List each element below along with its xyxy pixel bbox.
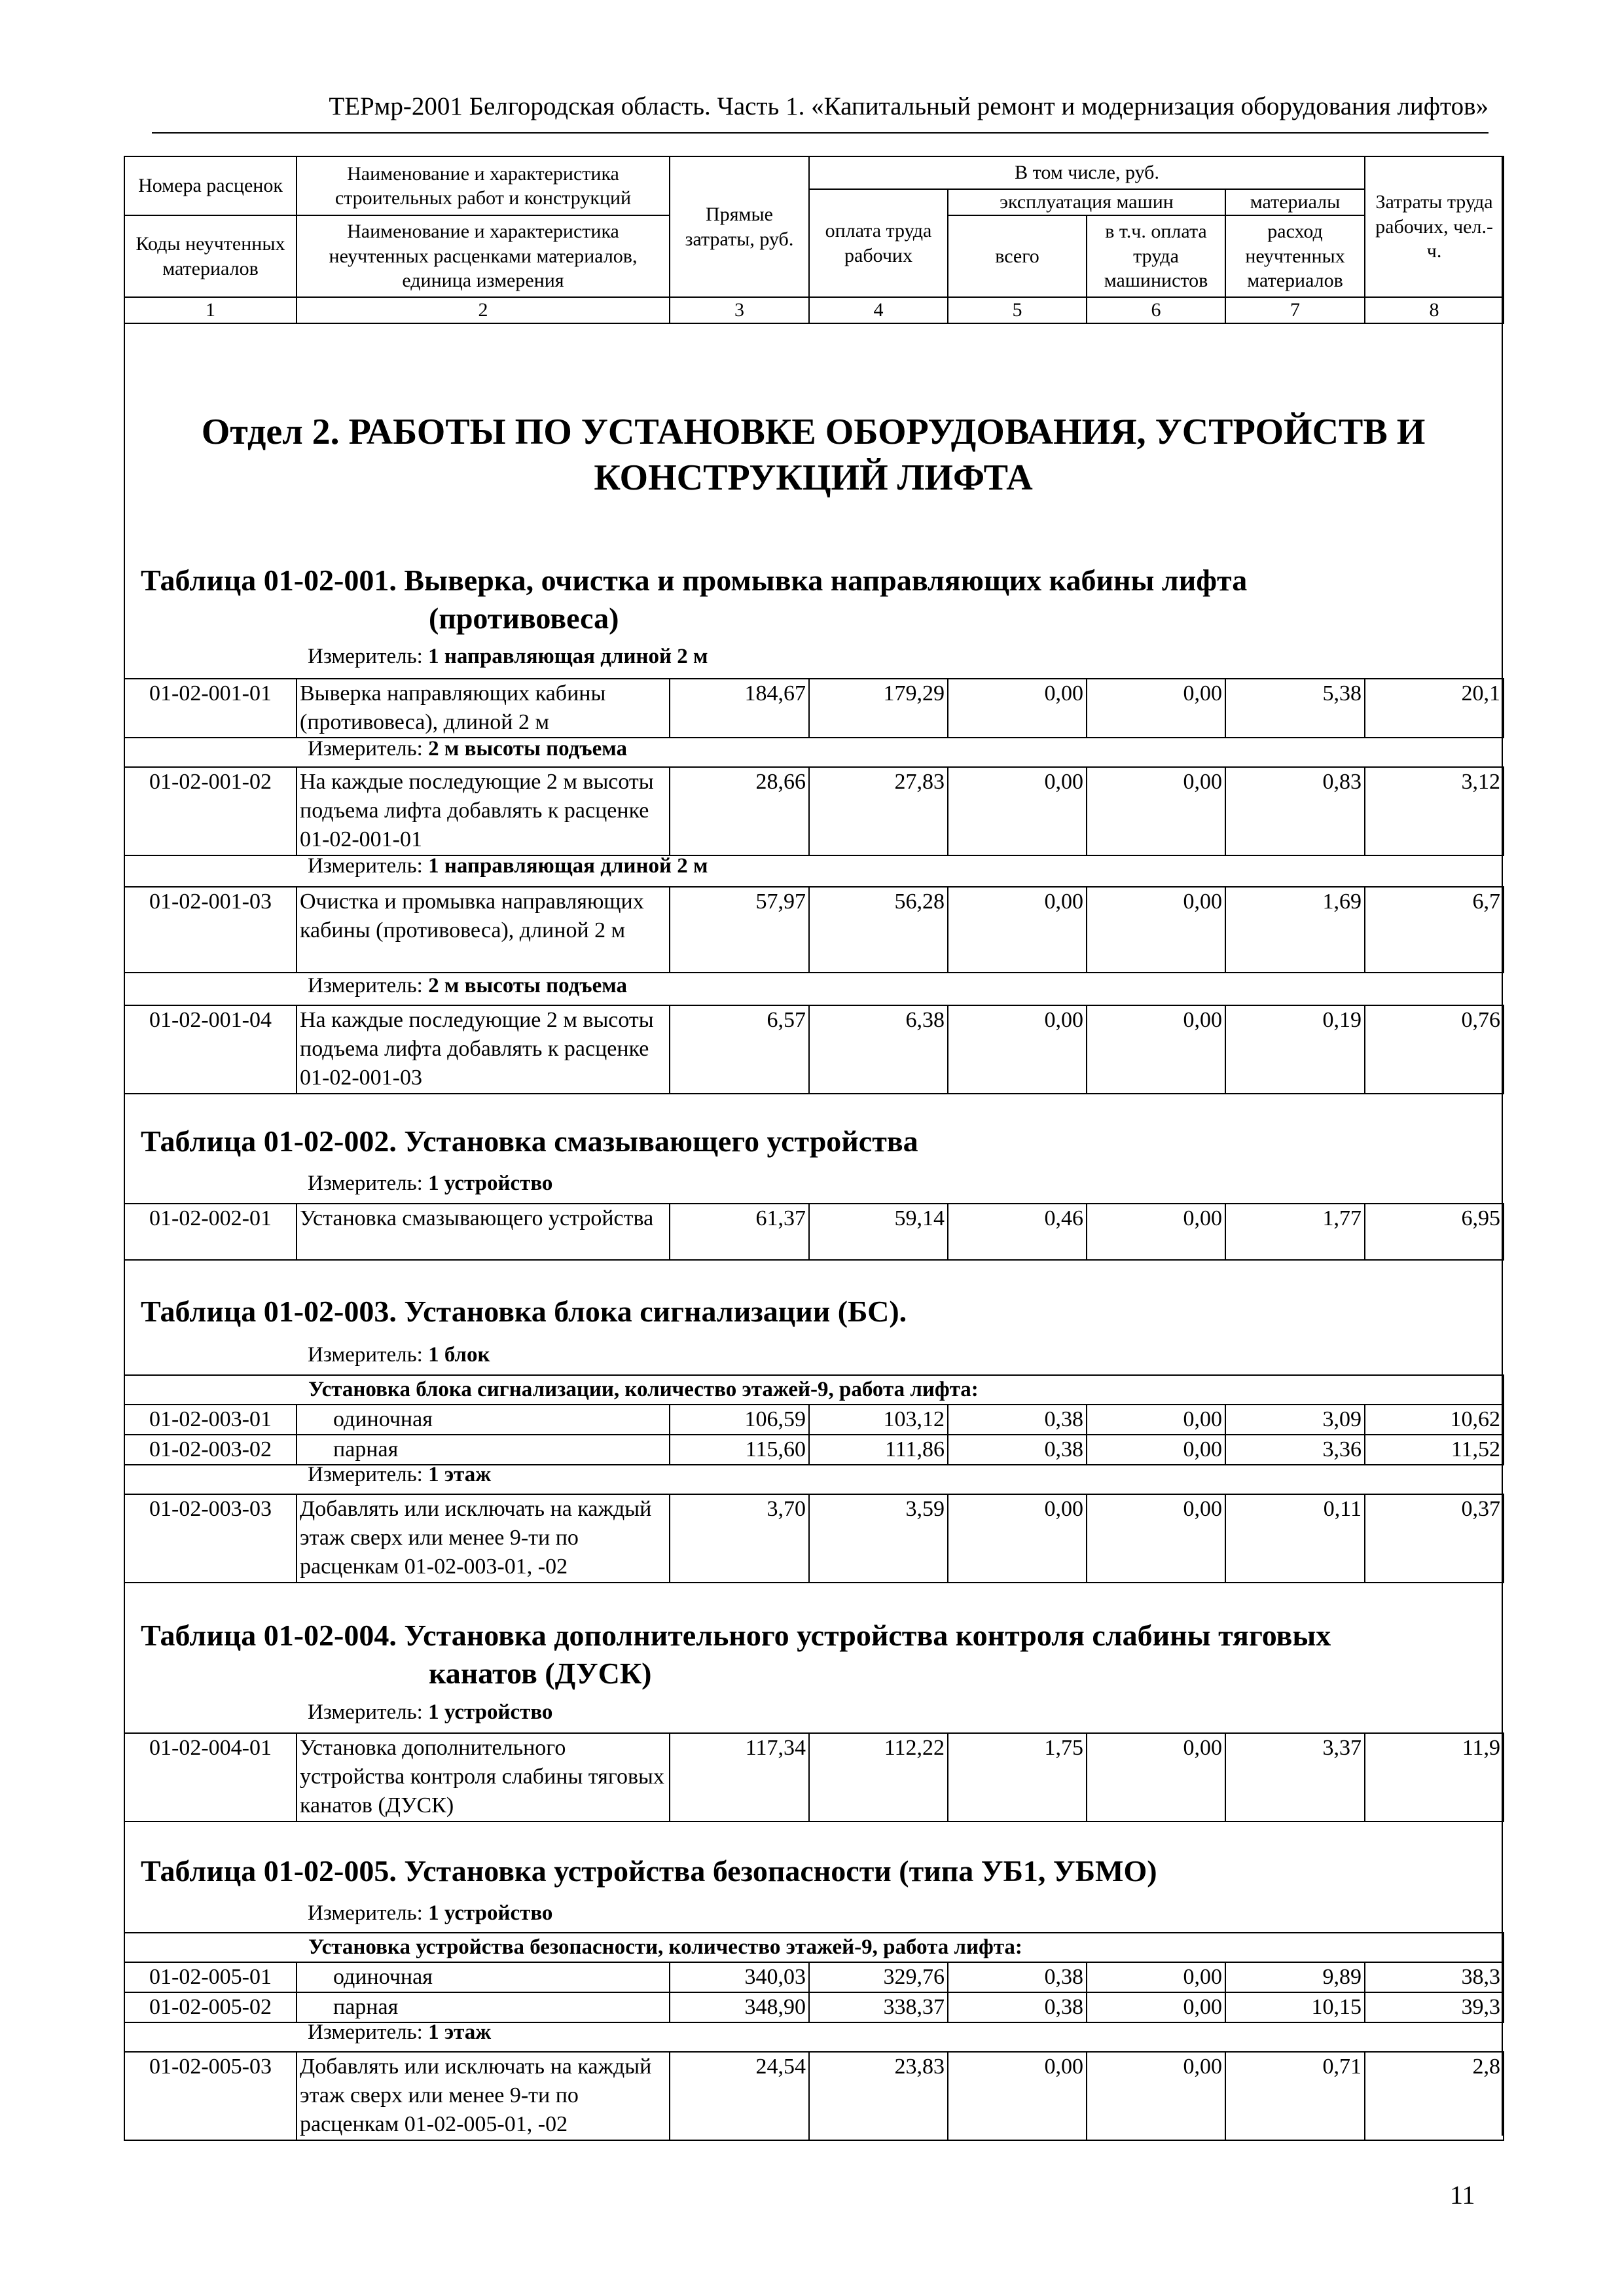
table-title-2	[141, 1122, 1483, 1160]
data-table	[124, 1203, 1504, 1261]
work-name: одиночная	[297, 1962, 670, 1992]
col8-header: Затраты труда рабочих, чел.-ч.	[1365, 156, 1504, 297]
col-number-6: 6	[1087, 297, 1225, 323]
measurer-value: 2 м высоты подъема	[428, 737, 628, 761]
labor-hours: 11,9	[1365, 1733, 1504, 1821]
measurer-label: Измеритель:	[308, 645, 423, 668]
machines-total: 0,00	[948, 1005, 1087, 1094]
labor-pay: 3,59	[809, 1494, 948, 1583]
table-row	[124, 1962, 1504, 1992]
measurer-value: 1 направляющая длиной 2 м	[428, 645, 708, 668]
data-table	[124, 1494, 1504, 1583]
materials: 1,69	[1225, 887, 1365, 973]
machinists-pay: 0,00	[1087, 1005, 1225, 1094]
labor-hours: 20,1	[1365, 679, 1504, 738]
direct-costs: 117,34	[670, 1733, 809, 1821]
labor-pay: 111,86	[809, 1435, 948, 1465]
machinists-pay: 0,00	[1087, 1494, 1225, 1583]
col1-top-header: Номера расценок	[124, 156, 297, 215]
group-row	[124, 1375, 1504, 1405]
labor-hours: 38,3	[1365, 1962, 1504, 1992]
machines-total: 0,00	[948, 679, 1087, 738]
materials: 3,36	[1225, 1435, 1365, 1465]
rate-code: 01-02-005-01	[124, 1962, 297, 1992]
labor-hours: 3,12	[1365, 767, 1504, 855]
col2-top-header: Наименование и характеристика строительных работ и конструкций	[297, 156, 670, 215]
materials: 10,15	[1225, 1992, 1365, 2022]
direct-costs: 348,90	[670, 1992, 809, 2022]
machinists-pay: 0,00	[1087, 2052, 1225, 2140]
machines-total: 0,38	[948, 1962, 1087, 1992]
rate-code: 01-02-002-01	[124, 1204, 297, 1260]
measurer	[308, 974, 627, 998]
column-header-table	[124, 156, 1504, 324]
col-number-5: 5	[948, 297, 1087, 323]
table-title-1-line2: (противовеса)	[429, 601, 619, 635]
direct-costs: 6,57	[670, 1005, 809, 1094]
labor-pay: 27,83	[809, 767, 948, 855]
materials: 0,19	[1225, 1005, 1365, 1094]
measurer	[308, 1700, 552, 1725]
measurer	[308, 1463, 491, 1487]
machinists-pay: 0,00	[1087, 1204, 1225, 1260]
measurer-label: Измеритель:	[308, 1700, 423, 1724]
running-header: ТЕРмр-2001 Белгородская область. Часть 1. «Капитальный ремонт и модернизация оборудования лифтов»	[152, 92, 1489, 134]
machines-total: 0,38	[948, 1435, 1087, 1465]
labor-hours: 10,62	[1365, 1405, 1504, 1435]
table-row	[124, 767, 1504, 855]
col-number-3: 3	[670, 297, 809, 323]
data-table	[124, 2051, 1504, 2141]
rate-code: 01-02-003-01	[124, 1405, 297, 1435]
direct-costs: 106,59	[670, 1405, 809, 1435]
labor-hours: 6,95	[1365, 1204, 1504, 1260]
machinists-pay: 0,00	[1087, 1435, 1225, 1465]
direct-costs: 28,66	[670, 767, 809, 855]
measurer	[308, 1343, 490, 1367]
work-name: Добавлять или исключать на каждый этаж сверх или менее 9-ти по расценкам 01-02-005-01, -02	[297, 2052, 670, 2140]
work-name: На каждые последующие 2 м высоты подъема лифта добавлять к расценке 01-02-001-03	[297, 1005, 670, 1094]
table-title-2-line1: Таблица 01-02-002. Установка смазывающего устройства	[141, 1124, 918, 1158]
labor-pay: 112,22	[809, 1733, 948, 1821]
table-row	[124, 1494, 1504, 1583]
data-table	[124, 678, 1504, 738]
in-total-header: В том числе, руб.	[809, 156, 1365, 189]
col4-header: оплата труда рабочих	[809, 189, 948, 297]
labor-pay: 103,12	[809, 1405, 948, 1435]
measurer	[308, 645, 708, 669]
machines-total: 0,00	[948, 2052, 1087, 2140]
group-heading: Установка устройства безопасности, количество этажей-9, работа лифта:	[124, 1933, 1504, 1962]
measurer-value: 1 устройство	[428, 1901, 553, 1925]
work-name: парная	[297, 1435, 670, 1465]
labor-pay: 6,38	[809, 1005, 948, 1094]
direct-costs: 57,97	[670, 887, 809, 973]
machines-total: 0,46	[948, 1204, 1087, 1260]
direct-costs: 3,70	[670, 1494, 809, 1583]
rate-code: 01-02-005-03	[124, 2052, 297, 2140]
measurer-value: 1 устройство	[428, 1700, 553, 1724]
rate-code: 01-02-001-02	[124, 767, 297, 855]
measurer-value: 1 блок	[428, 1343, 490, 1367]
measurer-value: 1 устройство	[428, 1172, 553, 1195]
col5-header: всего	[948, 215, 1087, 297]
machines-total: 0,00	[948, 767, 1087, 855]
data-table	[124, 1932, 1504, 2023]
table-row	[124, 1733, 1504, 1821]
direct-costs: 340,03	[670, 1962, 809, 1992]
measurer-value: 1 этаж	[428, 1463, 492, 1486]
work-name: одиночная	[297, 1405, 670, 1435]
measurer-label: Измеритель:	[308, 1463, 423, 1486]
page-number: 11	[1450, 2180, 1475, 2210]
measurer-label: Измеритель:	[308, 737, 423, 761]
materials: 3,09	[1225, 1405, 1365, 1435]
work-name: Добавлять или исключать на каждый этаж сверх или менее 9-ти по расценкам 01-02-003-01, -02	[297, 1494, 670, 1583]
rate-code: 01-02-001-03	[124, 887, 297, 973]
machines-total: 0,00	[948, 887, 1087, 973]
measurer	[308, 1901, 552, 1926]
labor-hours: 11,52	[1365, 1435, 1504, 1465]
machinists-pay: 0,00	[1087, 1992, 1225, 2022]
labor-hours: 0,37	[1365, 1494, 1504, 1583]
table-title-1	[141, 562, 1483, 637]
rate-code: 01-02-003-03	[124, 1494, 297, 1583]
measurer-value: 1 направляющая длиной 2 м	[428, 854, 708, 878]
table-title-5	[141, 1852, 1483, 1890]
col-number-4: 4	[809, 297, 948, 323]
col-number-8: 8	[1365, 297, 1504, 323]
machinists-pay: 0,00	[1087, 887, 1225, 973]
measurer	[308, 854, 708, 878]
materials: 0,11	[1225, 1494, 1365, 1583]
table-row	[124, 1204, 1504, 1260]
materials: 0,83	[1225, 767, 1365, 855]
data-table	[124, 766, 1504, 856]
data-table	[124, 1732, 1504, 1822]
table-title-3-line1: Таблица 01-02-003. Установка блока сигнализации (БС).	[141, 1295, 907, 1328]
table-row	[124, 1405, 1504, 1435]
machinists-pay: 0,00	[1087, 679, 1225, 738]
table-title-3	[141, 1293, 1483, 1331]
section-title: Отдел 2. РАБОТЫ ПО УСТАНОВКЕ ОБОРУДОВАНИЯ, УСТРОЙСТВ И КОНСТРУКЦИЙ ЛИФТА	[201, 412, 1426, 498]
rate-code: 01-02-001-04	[124, 1005, 297, 1094]
measurer-label: Измеритель:	[308, 974, 423, 997]
labor-pay: 23,83	[809, 2052, 948, 2140]
measurer-label: Измеритель:	[308, 2020, 423, 2044]
machines-total: 0,38	[948, 1405, 1087, 1435]
table-row	[124, 1435, 1504, 1465]
rate-code: 01-02-003-02	[124, 1435, 297, 1465]
materials: 3,37	[1225, 1733, 1365, 1821]
col3-header: Прямые затраты, руб.	[670, 156, 809, 297]
labor-hours: 2,8	[1365, 2052, 1504, 2140]
labor-pay: 329,76	[809, 1962, 948, 1992]
direct-costs: 61,37	[670, 1204, 809, 1260]
machinists-pay: 0,00	[1087, 767, 1225, 855]
direct-costs: 184,67	[670, 679, 809, 738]
labor-hours: 39,3	[1365, 1992, 1504, 2022]
direct-costs: 24,54	[670, 2052, 809, 2140]
machines-total: 0,00	[948, 1494, 1087, 1583]
machinists-pay: 0,00	[1087, 1733, 1225, 1821]
labor-hours: 0,76	[1365, 1005, 1504, 1094]
table-title-4-line1: Таблица 01-02-004. Установка дополнительного устройства контроля слабины тяговых	[141, 1619, 1331, 1652]
measurer-label: Измеритель:	[308, 854, 423, 878]
measurer-label: Измеритель:	[308, 1172, 423, 1195]
work-name: Очистка и промывка направляющих кабины (противовеса), длиной 2 м	[297, 887, 670, 973]
measurer-label: Измеритель:	[308, 1901, 423, 1925]
work-name: На каждые последующие 2 м высоты подъема лифта добавлять к расценке 01-02-001-01	[297, 767, 670, 855]
table-row	[124, 679, 1504, 738]
col-number-7: 7	[1225, 297, 1365, 323]
group-row	[124, 1933, 1504, 1962]
table-title-1-line1: Таблица 01-02-001. Выверка, очистка и промывка направляющих кабины лифта	[141, 564, 1248, 597]
data-table	[124, 1005, 1504, 1094]
labor-pay: 179,29	[809, 679, 948, 738]
measurer	[308, 1172, 552, 1196]
rate-code: 01-02-005-02	[124, 1992, 297, 2022]
materials: 9,89	[1225, 1962, 1365, 1992]
labor-pay: 59,14	[809, 1204, 948, 1260]
measurer-value: 2 м высоты подъема	[428, 974, 628, 997]
machines-total: 0,38	[948, 1992, 1087, 2022]
work-name: парная	[297, 1992, 670, 2022]
materials-header: материалы	[1225, 189, 1365, 215]
labor-pay: 338,37	[809, 1992, 948, 2022]
direct-costs: 115,60	[670, 1435, 809, 1465]
table-row	[124, 2052, 1504, 2140]
table-row	[124, 1992, 1504, 2022]
data-table	[124, 1374, 1504, 1465]
table-row	[124, 1005, 1504, 1094]
materials: 1,77	[1225, 1204, 1365, 1260]
table-title-5-line1: Таблица 01-02-005. Установка устройства безопасности (типа УБ1, УБМО)	[141, 1854, 1157, 1888]
materials: 0,71	[1225, 2052, 1365, 2140]
machinists-pay: 0,00	[1087, 1962, 1225, 1992]
work-name: Установка дополнительного устройства контроля слабины тяговых канатов (ДУСК)	[297, 1733, 670, 1821]
data-table	[124, 886, 1504, 973]
materials: 5,38	[1225, 679, 1365, 738]
rate-code: 01-02-004-01	[124, 1733, 297, 1821]
machinists-pay: 0,00	[1087, 1405, 1225, 1435]
col-number-1: 1	[124, 297, 297, 323]
work-name: Выверка направляющих кабины (противовеса), длиной 2 м	[297, 679, 670, 738]
measurer-value: 1 этаж	[428, 2020, 492, 2044]
col2-bottom-header: Наименование и характеристика неучтенных расценками материалов, единица измерения	[297, 215, 670, 297]
table-title-4-line2: канатов (ДУСК)	[429, 1656, 652, 1690]
measurer	[308, 737, 627, 761]
table-title-4	[141, 1617, 1483, 1692]
machines-header: эксплуатация машин	[948, 189, 1225, 215]
col1-bottom-header: Коды неучтенных материалов	[124, 215, 297, 297]
work-name: Установка смазывающего устройства	[297, 1204, 670, 1260]
labor-hours: 6,7	[1365, 887, 1504, 973]
col-number-2: 2	[297, 297, 670, 323]
col7-header: расход неучтенных материалов	[1225, 215, 1365, 297]
machines-total: 1,75	[948, 1733, 1087, 1821]
rate-code: 01-02-001-01	[124, 679, 297, 738]
group-heading: Установка блока сигнализации, количество этажей-9, работа лифта:	[124, 1375, 1504, 1405]
col6-header: в т.ч. оплата труда машинистов	[1087, 215, 1225, 297]
measurer	[308, 2020, 491, 2045]
table-row	[124, 887, 1504, 973]
measurer-label: Измеритель:	[308, 1343, 423, 1367]
labor-pay: 56,28	[809, 887, 948, 973]
